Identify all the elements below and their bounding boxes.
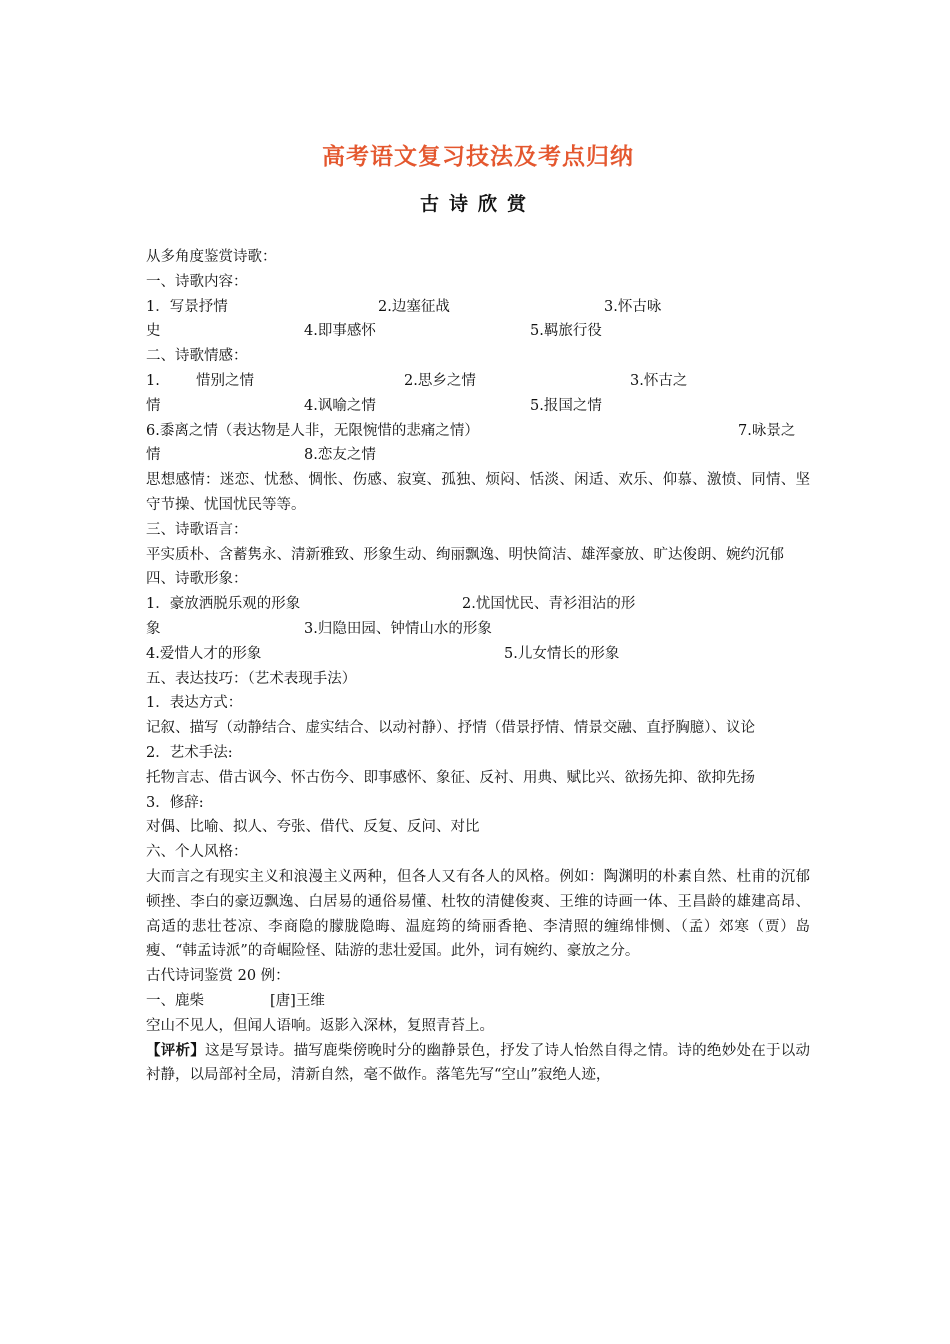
- paragraph: [146, 1039, 810, 1089]
- paragraph: 平实质朴、含蓄隽永、清新雅致、形象生动、绚丽飘逸、明快简洁、雄浑豪放、旷达俊朗、婉约沉郁: [146, 546, 784, 563]
- subsection-heading: 3．修辞:: [146, 794, 204, 811]
- section-heading: 四、诗歌形象：: [146, 571, 248, 588]
- list-row: [146, 394, 810, 419]
- list-row: [146, 592, 810, 617]
- list-row: [146, 295, 810, 320]
- document: [146, 128, 810, 1088]
- document-body: [146, 245, 810, 1088]
- paragraph: 大而言之有现实主义和浪漫主义两种，但各人又有各人的风格。例如：陶渊明的朴素自然、杜甫的沉郁顿挫、李白的豪迈飘逸、白居易的通俗易懂、杜牧的清健俊爽、王维的诗画一体、王昌龄的雄建高昂、高适的悲壮苍凉、李商隐的朦胧隐晦、温庭筠的绮丽香艳、李清照的缠绵悱恻、（孟）郊寒（贾）岛瘦、“韩孟诗派”的奇崛险怪、陆游的悲壮爱国。此外，词有婉约、豪放之分。: [146, 868, 810, 960]
- text-line: 从多角度鉴赏诗歌：: [146, 249, 277, 265]
- document-title: 高考语文复习技法及考点归纳: [322, 143, 634, 170]
- section-heading: 六、个人风格：: [146, 844, 248, 861]
- list-item: 5.羁旅行役: [530, 323, 602, 340]
- list-item: 1．写景抒情: [146, 298, 228, 315]
- paragraph: 记叙、描写（动静结合、虚实结合、以动衬静）、抒情（借景抒情、情景交融、直抒胸臆）、议论: [146, 720, 755, 737]
- poem-text: 空山不见人，但闻人语响。返影入深林，复照青苔上。: [146, 1017, 494, 1034]
- list-item: 情: [146, 447, 161, 464]
- section-heading: 二、诗歌情感：: [146, 348, 248, 365]
- list-item: 情: [146, 397, 161, 414]
- list-item: 8.恋友之情: [304, 447, 376, 464]
- list-item: 4.爱惜人才的形象: [146, 645, 262, 662]
- paragraph: 托物言志、借古讽今、怀古伤今、即事感怀、象征、反衬、用典、赋比兴、欲扬先抑、欲抑先扬: [146, 769, 755, 786]
- list-item: 6.黍离之情（表达物是人非，无限惋惜的悲痛之情）: [146, 422, 479, 439]
- poem-title: 一、鹿柴: [146, 992, 204, 1009]
- list-item: 3.怀古咏: [604, 298, 662, 315]
- poem-heading: [146, 989, 810, 1014]
- section-heading: 三、诗歌语言：: [146, 521, 248, 538]
- list-item: 2.边塞征战: [378, 298, 450, 315]
- list-item: 1．豪放洒脱乐观的形象: [146, 596, 301, 613]
- paragraph: 思想感情：迷恋、忧愁、惆怅、伤感、寂寞、孤独、烦闷、恬淡、闲适、欢乐、仰慕、激愤、同情、坚守节操、忧国忧民等等。: [146, 472, 810, 513]
- list-item: 2.忧国忧民、青衫泪沾的形: [462, 596, 636, 613]
- document-subtitle: 古诗欣赏: [419, 193, 536, 215]
- subsection-heading: 2．艺术手法:: [146, 744, 233, 761]
- list-item: 象: [146, 620, 161, 637]
- list-item: 2.思乡之情: [404, 372, 476, 389]
- list-row: [146, 443, 810, 468]
- list-item: 4.即事感怀: [304, 323, 376, 340]
- list-item: 史: [146, 323, 161, 340]
- analysis-label: 【评析】: [146, 1041, 206, 1059]
- list-item: 5.报国之情: [530, 397, 602, 414]
- list-item: 5.儿女情长的形象: [504, 645, 620, 662]
- list-row: [146, 369, 810, 394]
- list-row: [146, 319, 810, 344]
- section-heading: 五、表达技巧：（艺术表现手法）: [146, 670, 357, 687]
- list-item: 4.讽喻之情: [304, 397, 376, 414]
- list-item: 3.归隐田园、钟情山水的形象: [304, 620, 492, 637]
- poem-author: [唐]王维: [270, 992, 325, 1009]
- section-heading: 一、诗歌内容：: [146, 273, 248, 290]
- text-line: 对偶、比喻、拟人、夸张、借代、反复、反问、对比: [146, 819, 480, 836]
- list-item: 1.: [146, 372, 160, 389]
- list-item: 7.咏景之: [738, 422, 796, 439]
- list-item: 3.怀古之: [630, 372, 688, 389]
- list-row: [146, 642, 810, 667]
- subsection-heading: 1．表达方式：: [146, 695, 243, 712]
- list-row: [146, 419, 810, 444]
- analysis-text: 这是写景诗。描写鹿柴傍晚时分的幽静景色，抒发了诗人怡然自得之情。诗的绝妙处在于以动衬静，以局部衬全局，清新自然，毫不做作。落笔先写“空山”寂绝人迹，: [146, 1042, 810, 1084]
- list-item: 惜别之情: [196, 372, 254, 389]
- text-line: 古代诗词鉴赏 20 例：: [146, 968, 290, 985]
- list-row: [146, 617, 810, 642]
